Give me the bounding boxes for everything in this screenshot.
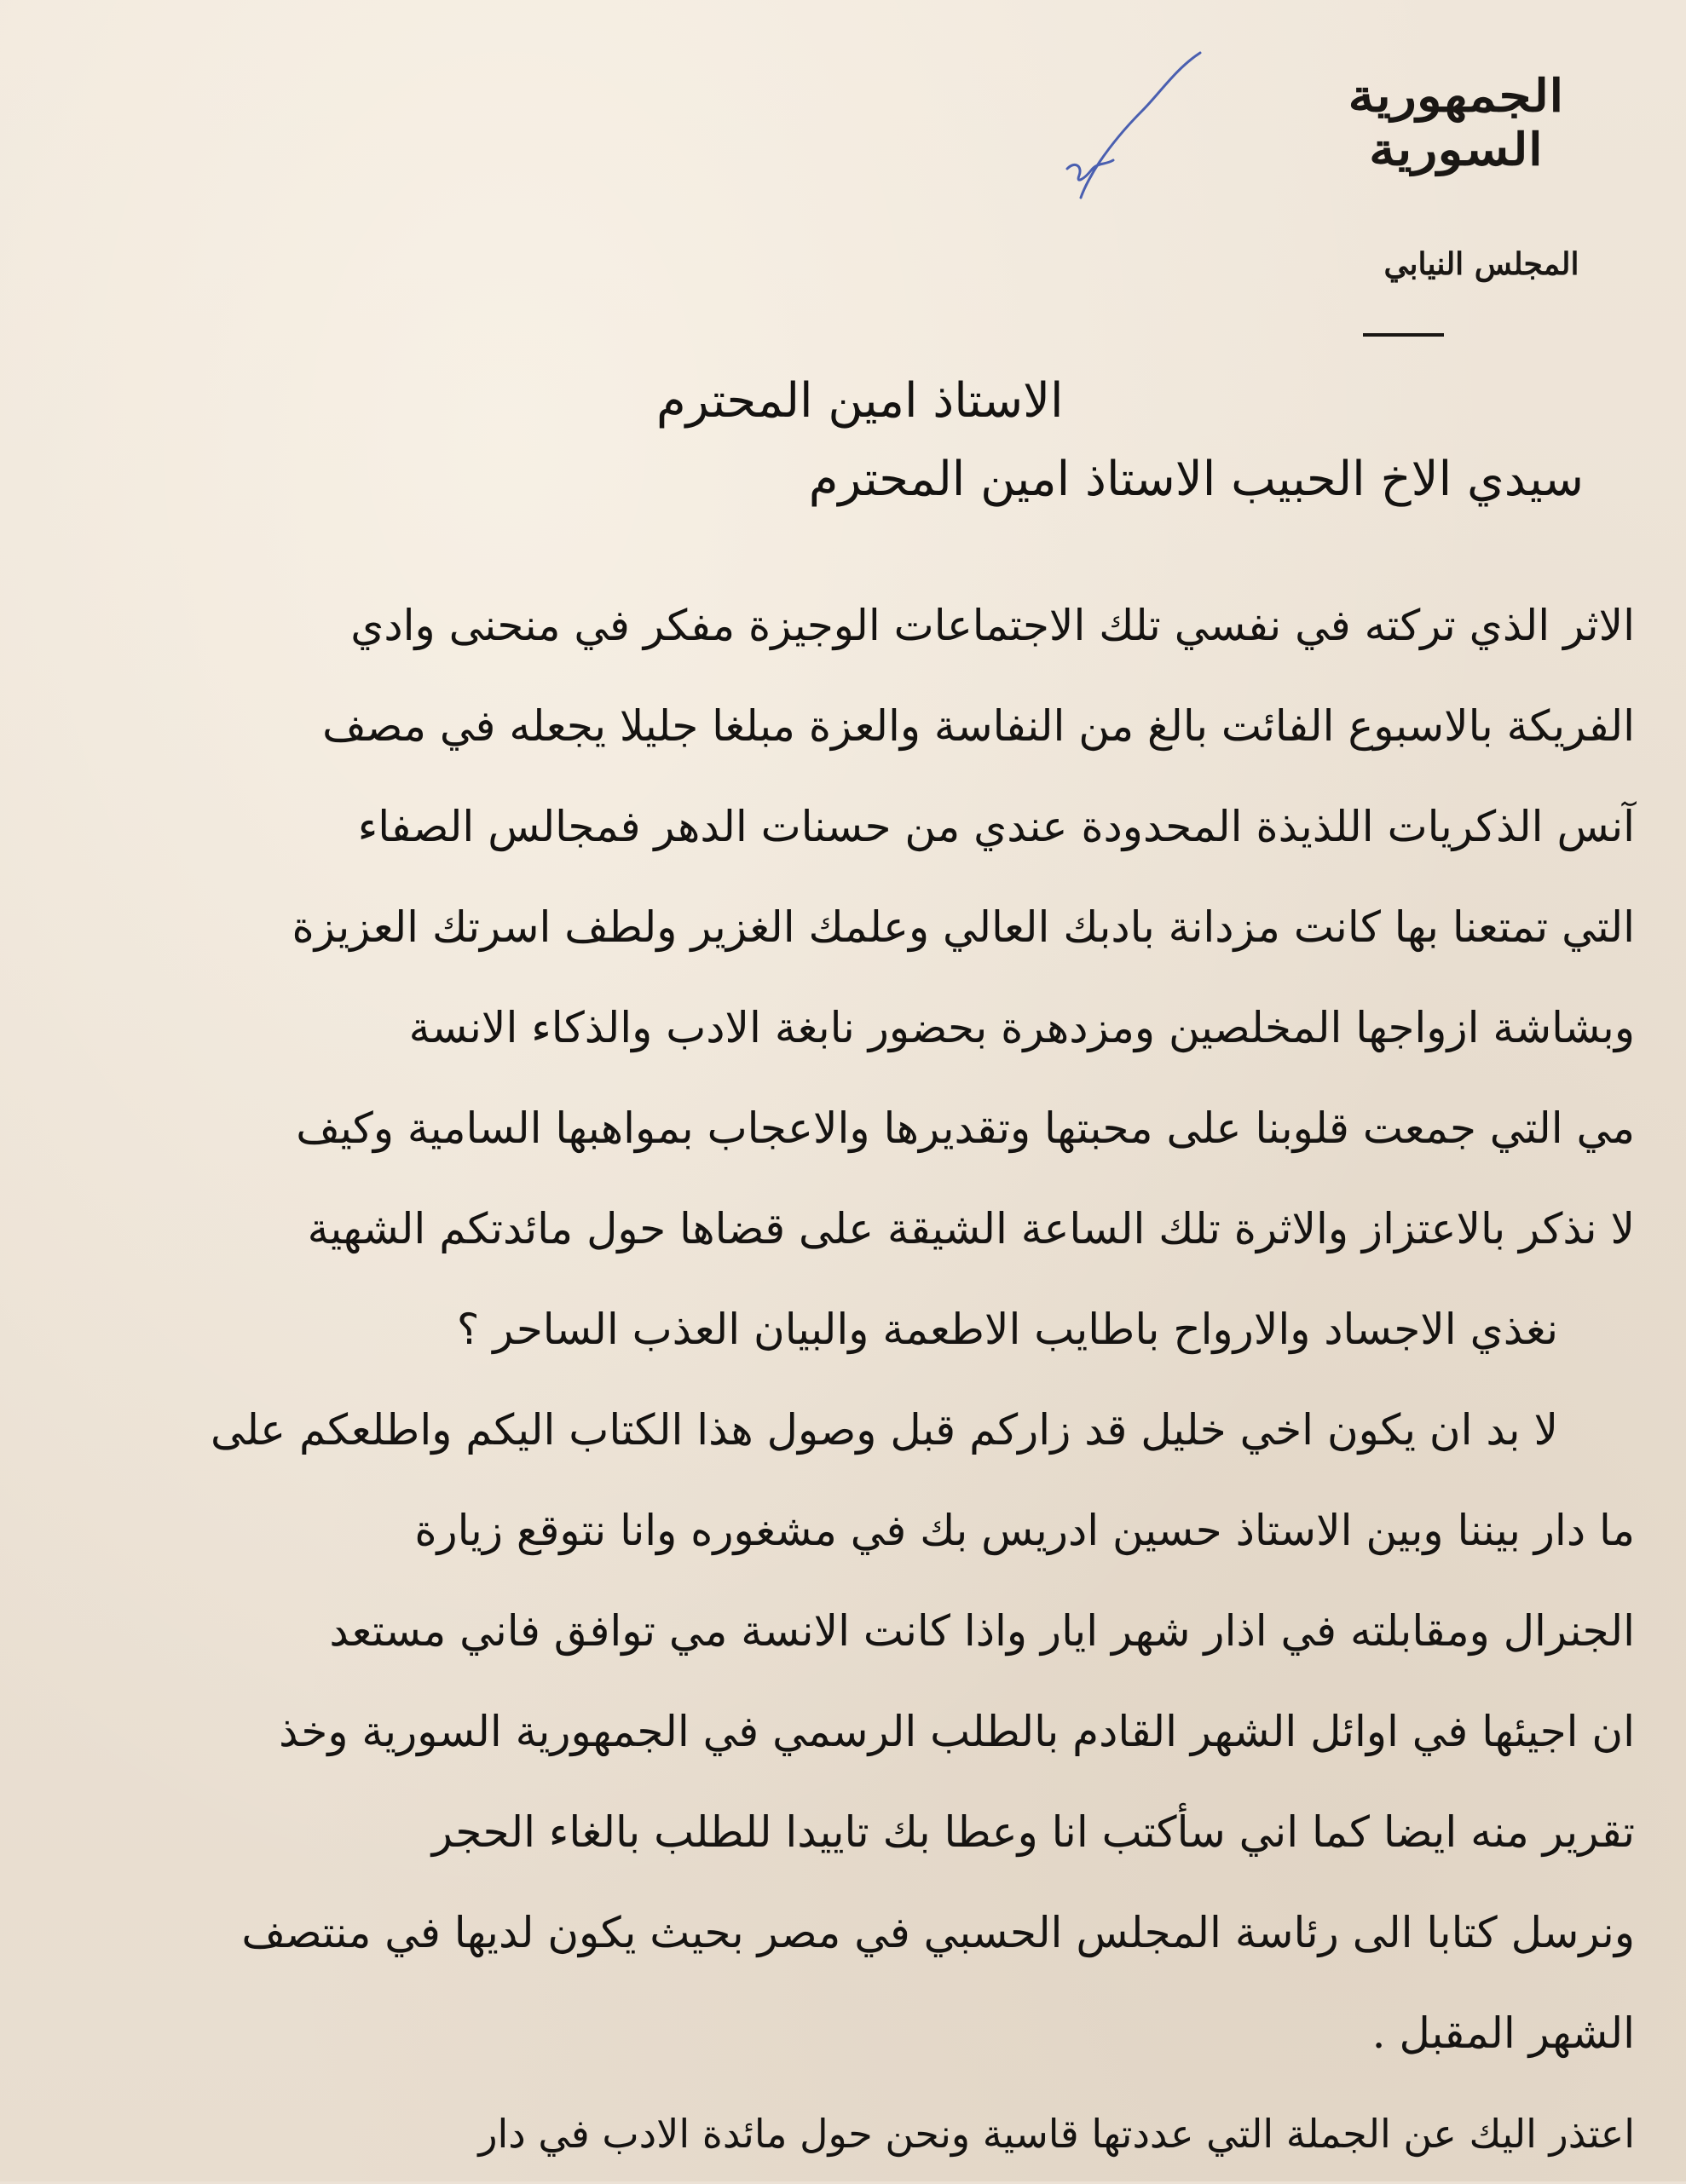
letterhead-divider bbox=[1363, 333, 1444, 337]
letter-line: الاثر الذي تركته في نفسي تلك الاجتماعات الوجيزة مفكر في منحنى وادي bbox=[350, 601, 1635, 650]
letter-line: وبشاشة ازواجها المخلصين ومزدهرة بحضور نابغة الادب والذكاء الانسة bbox=[408, 1003, 1635, 1052]
salutation-line-1: الاستاذ امين المحترم bbox=[656, 373, 1064, 429]
letter-line: الفريكة بالاسبوع الفائت بالغ من النفاسة والعزة مبلغا جليلا يجعله في مصف bbox=[322, 701, 1635, 751]
letter-line: التي تمتعنا بها كانت مزدانة بادبك العالي وعلمك الغزير ولطف اسرتك العزيزة bbox=[292, 902, 1635, 952]
letter-line: آنس الذكريات اللذيذة المحدودة عندي من حسنات الدهر فمجالس الصفاء bbox=[357, 802, 1635, 851]
letterhead-council-name: المجلس النيابي bbox=[1383, 245, 1579, 282]
salutation-line-2: سيدي الاخ الحبيب الاستاذ امين المحترم bbox=[808, 452, 1584, 507]
letter-line: لا بد ان يكون اخي خليل قد زاركم قبل وصول هذا الكتاب اليكم واطلعكم على bbox=[211, 1405, 1558, 1455]
letter-text-lines bbox=[26, 575, 1660, 2184]
letter-line: الجنرال ومقابلته في اذار شهر ايار واذا كانت الانسة مي توافق فاني مستعد bbox=[329, 1606, 1635, 1656]
letter-line: ان اجيئها في اوائل الشهر القادم بالطلب الرسمي في الجمهورية السورية وخذ bbox=[279, 1707, 1635, 1756]
letter-line: نغذي الاجساد والارواح باطايب الاطعمة والبيان العذب الساحر ؟ bbox=[456, 1305, 1558, 1354]
letter-line: لا نذكر بالاعتزاز والاثرة تلك الساعة الشيقة على قضاها حول مائدتكم الشهية bbox=[307, 1204, 1635, 1253]
letterhead-republic-title: الجمهورية السورية bbox=[1348, 69, 1564, 176]
letter-line: تقرير منه ايضا كما اني سأكتب انا وعطا بك تاييدا للطلب بالغاء الحجر bbox=[431, 1807, 1635, 1857]
letter-body bbox=[26, 358, 1660, 2156]
letter-line: ما دار بيننا وبين الاستاذ حسين ادريس بك في مشغوره وانا نتوقع زيارة bbox=[414, 1506, 1635, 1555]
letterhead bbox=[1277, 60, 1635, 337]
letter-line: مي التي جمعت قلوبنا على محبتها وتقديرها والاعجاب بمواهبها السامية وكيف bbox=[296, 1104, 1635, 1153]
letter-line: الشهر المقبل . bbox=[1371, 2008, 1635, 2058]
letter-line: اعتذر اليك عن الجملة التي عددتها قاسية ونحن حول مائدة الادب في دار bbox=[478, 2111, 1635, 2157]
blue-pen-annotation bbox=[1031, 43, 1202, 205]
letter-line: ونرسل كتابا الى رئاسة المجلس الحسبي في مصر بحيث يكون لديها في منتصف bbox=[241, 1908, 1635, 1957]
